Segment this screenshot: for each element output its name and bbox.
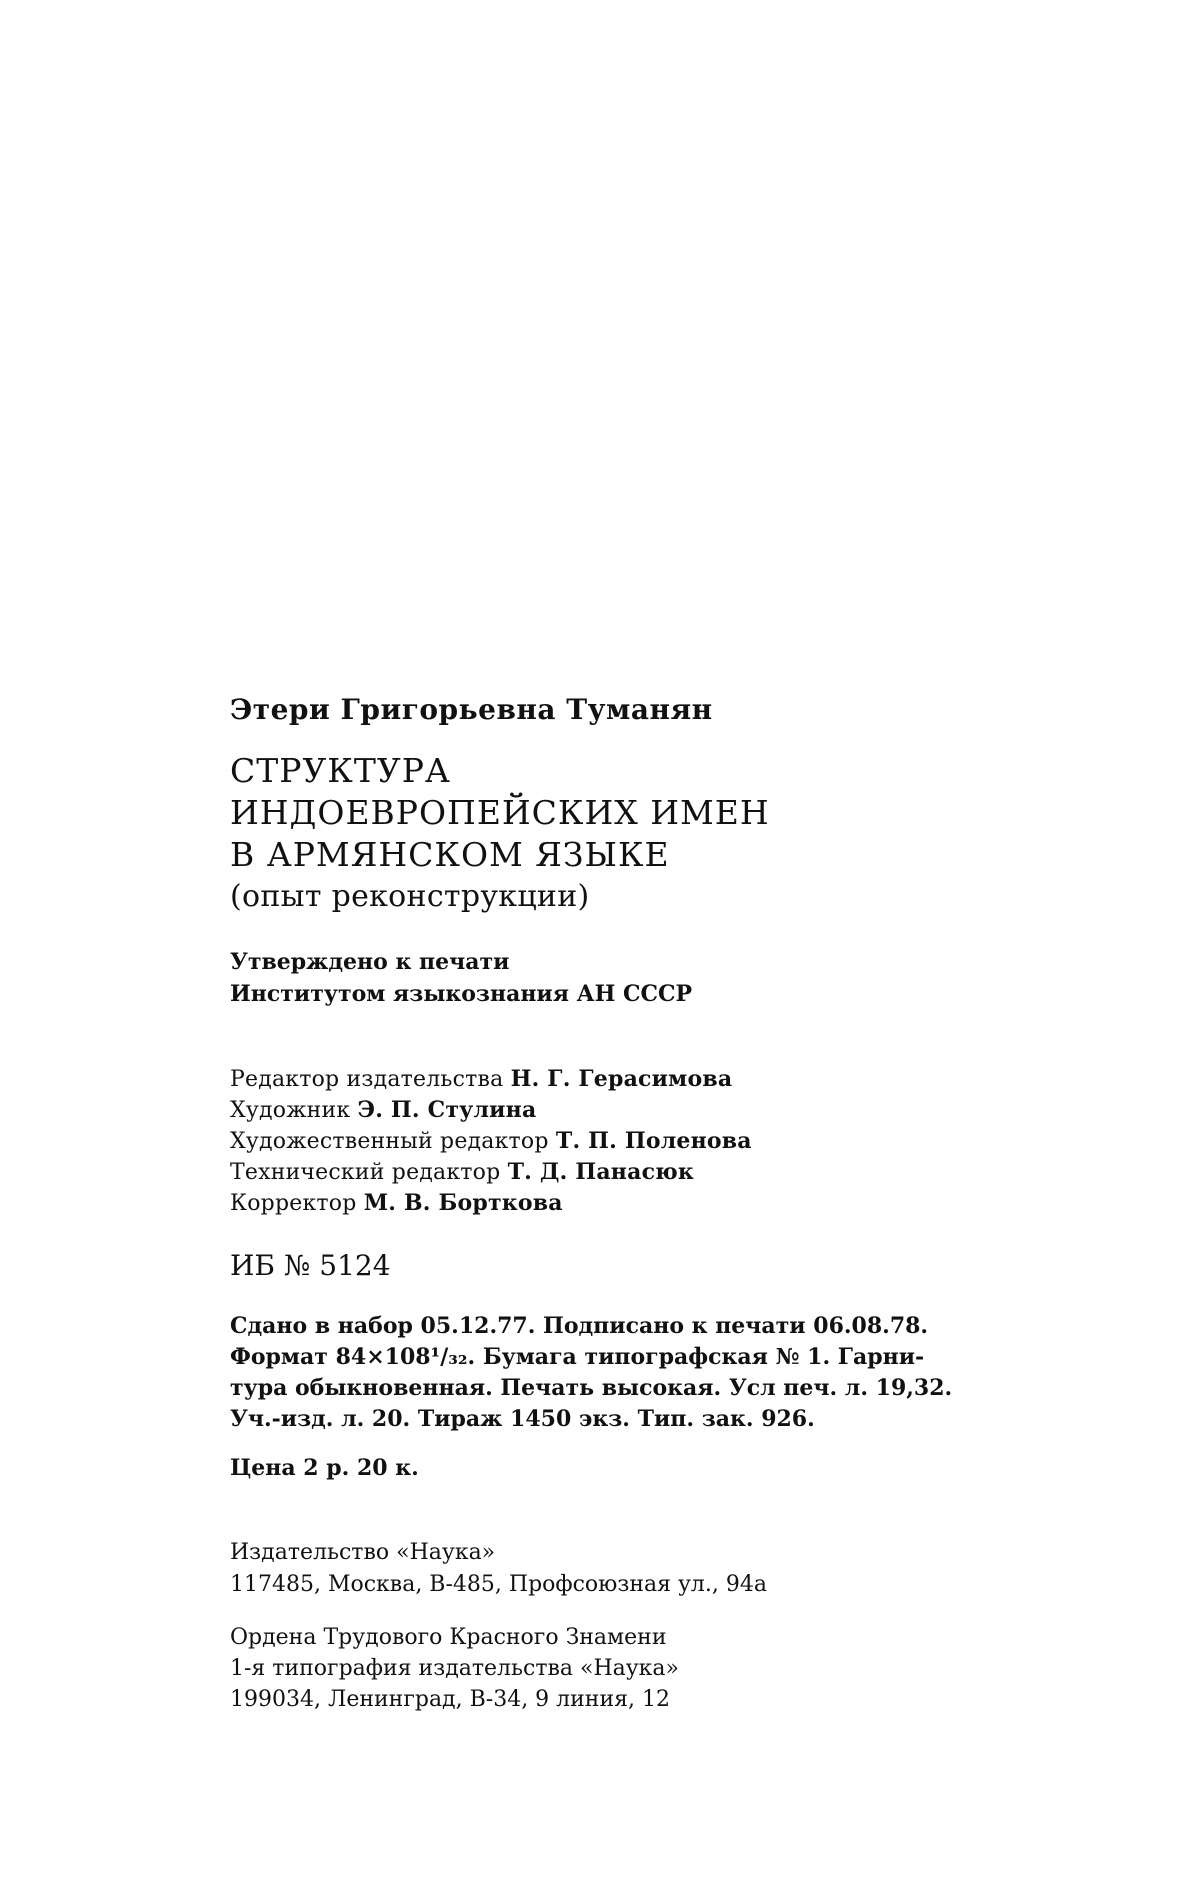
ib-number: ИБ № 5124 <box>230 1249 391 1282</box>
print-details-line-1: Сдано в набор 05.12.77. Подписано к печати 06.08.78. <box>230 1313 929 1339</box>
price: Цена 2 р. 20 к. <box>230 1455 419 1481</box>
publisher-address: 117485, Москва, В-485, Профсоюзная ул., 94а <box>230 1572 767 1597</box>
printer-line-2: 1-я типография издательства «Наука» <box>230 1656 680 1681</box>
staff-name: Т. Д. Панасюк <box>507 1159 695 1185</box>
title-line-3: В АРМЯНСКОМ ЯЗЫКЕ <box>230 835 670 874</box>
staff-name: Э. П. Стулина <box>357 1097 537 1123</box>
print-details <box>230 1311 990 1435</box>
book-subtitle: (опыт реконструкции) <box>230 879 590 914</box>
publisher-name: Издательство «Наука» <box>230 1540 496 1565</box>
staff-role: Художественный редактор <box>230 1129 549 1154</box>
staff-name: Н. Г. Герасимова <box>510 1066 733 1092</box>
staff-credit-artist <box>230 1095 1030 1126</box>
staff-name: М. В. Борткова <box>363 1190 563 1216</box>
author-name: Этери Григорьевна Туманян <box>230 693 713 726</box>
approval-line-2: Институтом языкознания АН СССР <box>230 981 693 1007</box>
staff-role: Художник <box>230 1098 351 1123</box>
approval-line-1: Утверждено к печати <box>230 949 510 975</box>
staff-role: Технический редактор <box>230 1160 501 1185</box>
staff-credit-technical-editor <box>230 1157 1030 1188</box>
printer-line-3: 199034, Ленинград, В-34, 9 линия, 12 <box>230 1687 670 1712</box>
print-details-line-3: тура обыкновенная. Печать высокая. Усл печ. л. 19,32. <box>230 1375 953 1401</box>
staff-credit-proofreader <box>230 1188 1030 1219</box>
publisher-info <box>230 1537 1030 1601</box>
printer-line-1: Ордена Трудового Красного Знамени <box>230 1625 667 1650</box>
staff-name: Т. П. Поленова <box>555 1128 752 1154</box>
staff-credit-publisher-editor <box>230 1064 1030 1095</box>
title-line-1: СТРУКТУРА <box>230 751 451 790</box>
printer-info <box>230 1622 1030 1715</box>
staff-role: Редактор издательства <box>230 1067 504 1092</box>
title-line-2: ИНДОЕВРОПЕЙСКИХ ИМЕН <box>230 793 770 832</box>
approval-note <box>230 946 1030 1010</box>
print-details-line-4: Уч.-изд. л. 20. Тираж 1450 экз. Тип. зак. 926. <box>230 1406 815 1432</box>
print-details-line-2: Формат 84×108¹/₃₂. Бумага типографская № 1. Гарни- <box>230 1344 925 1370</box>
staff-role: Корректор <box>230 1191 357 1216</box>
staff-credits <box>230 1064 1030 1219</box>
book-title <box>230 750 1030 918</box>
staff-credit-art-editor <box>230 1126 1030 1157</box>
